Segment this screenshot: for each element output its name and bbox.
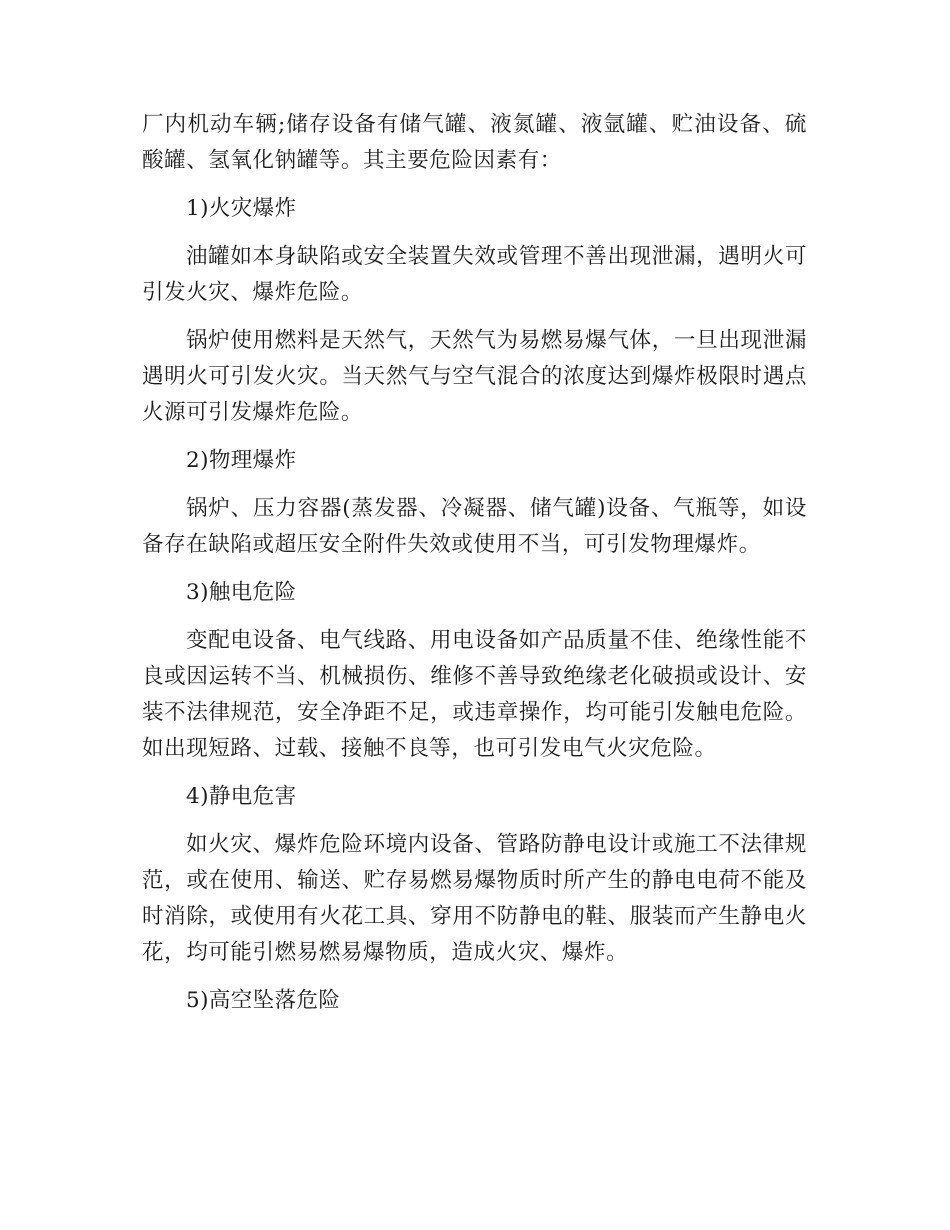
section-heading-physical-explosion: 2)物理爆炸 (186, 448, 297, 473)
section-heading-fall-from-height: 5)高空坠落危险 (186, 988, 341, 1013)
paragraph-static-hazard: 如火灾、爆炸危险环境内设备、管路防静电设计或施工不法律规范，或在使用、输送、贮存易燃易爆物质时所产生的静电电荷不能及时消除，或使用有火花工具、穿用不防静电的鞋、服装而产生静电火花，均可能引燃易燃易爆物质，造成火灾、爆炸。 (142, 832, 807, 965)
paragraph-pressure-vessels: 锅炉、压力容器(蒸发器、冷凝器、储气罐)设备、气瓶等，如设备存在缺陷或超压安全附件失效或使用不当，可引发物理爆炸。 (142, 496, 807, 557)
intro-paragraph: 厂内机动车辆;储存设备有储气罐、液氮罐、液氩罐、贮油设备、硫酸罐、氢氧化钠罐等。其主要危险因素有： (142, 112, 807, 173)
paragraph-boiler-gas: 锅炉使用燃料是天然气，天然气为易燃易爆气体，一旦出现泄漏遇明火可引发火灾。当天然气与空气混合的浓度达到爆炸极限时遇点火源可引发爆炸危险。 (142, 328, 807, 425)
document-page (142, 107, 807, 1031)
section-heading-electric-shock: 3)触电危险 (186, 580, 297, 605)
section-heading-fire-explosion: 1)火灾爆炸 (186, 196, 297, 221)
section-heading-static-electricity: 4)静电危害 (186, 784, 297, 809)
paragraph-electrical-equipment: 变配电设备、电气线路、用电设备如产品质量不佳、绝缘性能不良或因运转不当、机械损伤、维修不善导致绝缘老化破损或设计、安装不法律规范，安全净距不足，或违章操作，均可能引发触电危险。如出现短路、过载、接触不良等，也可引发电气火灾危险。 (142, 628, 807, 761)
paragraph-oil-tank: 油罐如本身缺陷或安全装置失效或管理不善出现泄漏，遇明火可引发火灾、爆炸危险。 (142, 244, 807, 305)
